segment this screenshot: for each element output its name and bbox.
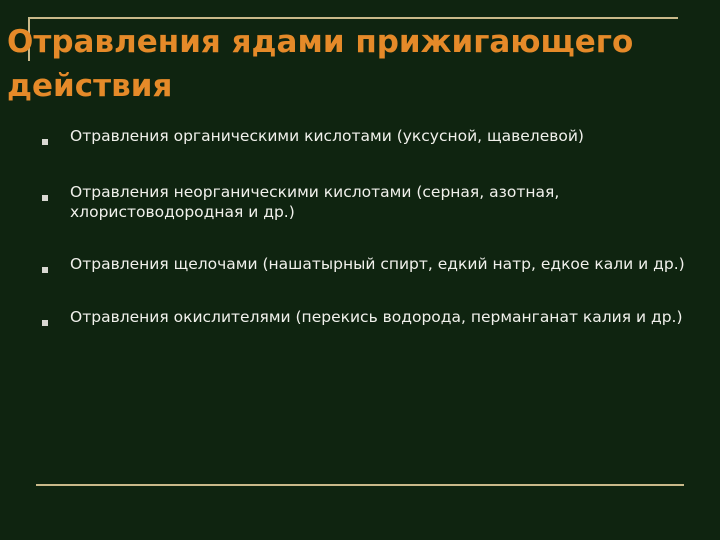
bullet-text: Отравления органическими кислотами (уксусной, щавелевой) <box>70 127 584 145</box>
bullet-list <box>40 126 690 363</box>
bullet-text: Отравления щелочами (нашатырный спирт, едкий натр, едкое кали и др.) <box>70 255 685 273</box>
bullet-text: Отравления окислителями (перекись водорода, перманганат калия и др.) <box>70 308 683 326</box>
list-item <box>40 182 690 222</box>
square-bullet-icon <box>42 320 48 326</box>
list-item <box>40 126 690 146</box>
bullet-text: Отравления неорганическими кислотами (серная, азотная, хлористоводородная и др.) <box>70 183 560 221</box>
square-bullet-icon <box>42 139 48 145</box>
frame-bottom-line <box>36 484 684 486</box>
square-bullet-icon <box>42 195 48 201</box>
slide-title: Отравления ядами прижигающего действия <box>7 24 634 104</box>
square-bullet-icon <box>42 267 48 273</box>
list-item <box>40 307 690 327</box>
frame-top-line <box>28 17 678 19</box>
list-item <box>40 254 690 274</box>
